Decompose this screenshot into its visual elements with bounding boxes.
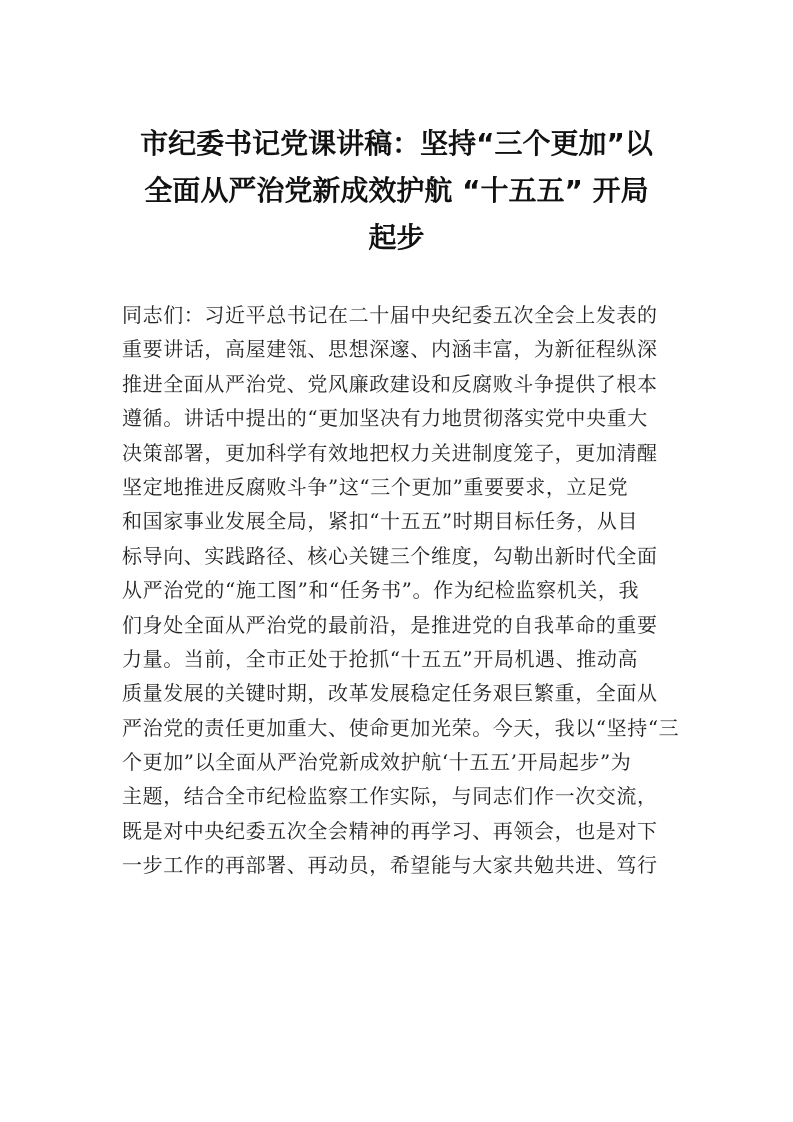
body-line: 严治党的责任更加重大、使命更加光荣。今天，我以“坚持“三 [122,715,680,740]
body-line: 坚定地推进反腐败斗争”这“三个更加”重要要求，立足党 [122,474,629,499]
body-line: 主题，结合全市纪检监察工作实际，与同志们作一次交流， [122,784,658,809]
body-line: 重要讲话，高屋建瓴、思想深邃、内涵丰富，为新征程纵深 [122,337,658,362]
body-line: 和国家事业发展全局，紧扣“十五五”时期目标任务，从目 [122,509,639,534]
body-line: 从严治党的“施工图”和“任务书”。作为纪检监察机关，我 [122,578,640,603]
body-line: 遵循。讲话中提出的“更加坚决有力地贯彻落实党中央重大 [122,406,648,431]
body-line: 个更加”以全面从严治党新成效护航‘十五五’开局起步”为 [122,750,632,775]
body-line: 标导向、实践路径、核心关键三个维度，勾勒出新时代全面 [122,543,658,568]
body-line: 质量发展的关键时期，改革发展稳定任务艰巨繁重，全面从 [122,681,658,706]
title-line: 市纪委书记党课讲稿：坚持“三个更加”以 [140,127,653,160]
document-title [108,120,685,261]
body-line: 推进全面从严治党、党风廉政建设和反腐败斗争提供了根本 [122,371,658,396]
body-paragraph [122,298,682,883]
body-line: 们身处全面从严治党的最前沿，是推进党的自我革命的重要 [122,612,658,637]
body-line: 同志们：习近平总书记在二十届中央纪委五次全会上发表的 [122,303,658,327]
title-line: 起步 [368,221,425,254]
body-line: 一步工作的再部署、再动员，希望能与大家共勉共进、笃行 [122,853,658,878]
title-line: 全面从严治党新成效护航 “十五五” 开局 [144,174,649,207]
body-line: 力量。当前，全市正处于抢抓“十五五”开局机遇、推动高 [122,646,639,671]
body-line: 决策部署，更加科学有效地把权力关进制度笼子，更加清醒 [122,440,658,465]
body-line: 既是对中央纪委五次全会精神的再学习、再领会，也是对下 [122,818,658,843]
